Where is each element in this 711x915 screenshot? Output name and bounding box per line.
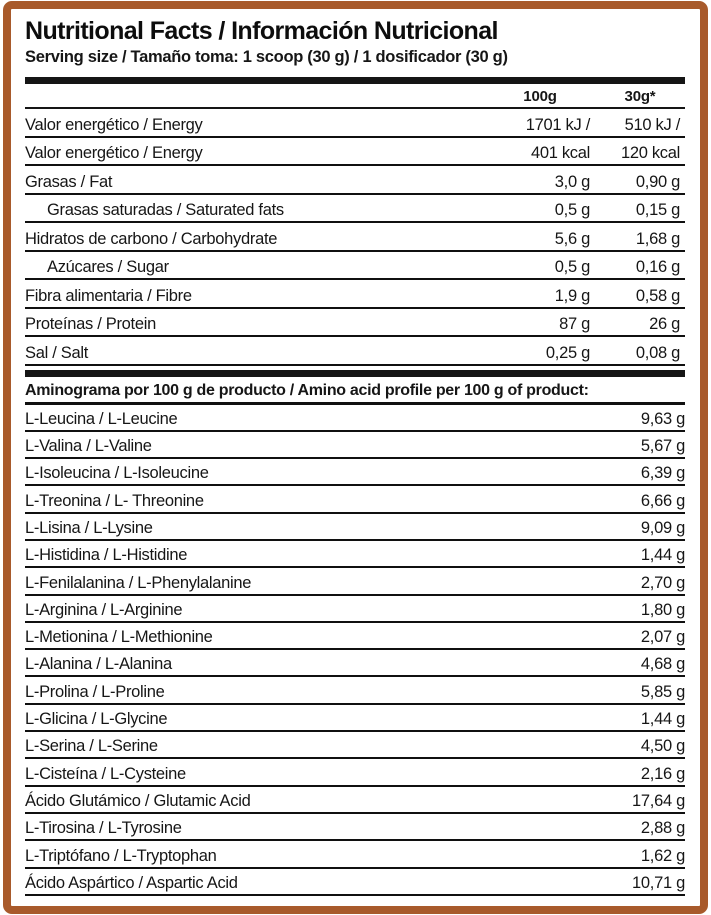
amino-label: L-Arginina / L-Arginine [25, 600, 183, 619]
amino-value: 2,70 g [640, 573, 685, 592]
value-per-30g: 0,90 g [635, 172, 680, 191]
amino-value: 9,63 g [640, 409, 685, 428]
amino-row [25, 787, 685, 814]
nutrient-row [25, 166, 685, 195]
amino-value: 17,64 g [632, 791, 685, 810]
amino-value: 6,39 g [640, 464, 685, 483]
amino-label: L-Serina / L-Serine [25, 737, 158, 756]
amino-row [25, 568, 685, 595]
value-per-30g: 0,08 g [635, 343, 680, 362]
amino-label: L-Valina / L-Valine [25, 437, 152, 456]
amino-value: 9,09 g [640, 518, 685, 537]
amino-value: 5,67 g [640, 437, 685, 456]
column-header-100g: 100g [523, 88, 557, 105]
nutrient-label: Azúcares / Sugar [47, 258, 169, 276]
amino-value: 5,85 g [640, 682, 685, 701]
nutrient-label: Hidratos de carbono / Carbohydrate [25, 229, 278, 248]
amino-label: L-Glicina / L-Glycine [25, 710, 168, 729]
amino-value: 2,16 g [640, 764, 685, 783]
amino-value: 6,66 g [640, 491, 685, 510]
amino-row [25, 541, 685, 568]
value-per-100g: 0,25 g [545, 343, 590, 362]
amino-row [25, 841, 685, 868]
value-per-30g: 120 kcal [620, 144, 680, 162]
nutrient-row [25, 309, 685, 338]
amino-value: 1,44 g [640, 710, 685, 729]
amino-label: L-Metionina / L-Methionine [25, 628, 213, 647]
amino-row [25, 486, 685, 513]
nutrient-row [25, 223, 685, 252]
amino-label: Ácido Aspártico / Aspartic Acid [25, 873, 238, 892]
amino-label: L-Lisina / L-Lysine [25, 518, 153, 537]
value-per-30g: 0,58 g [635, 286, 680, 305]
nutrient-row [25, 252, 685, 281]
amino-value: 4,50 g [640, 737, 685, 756]
value-per-100g: 0,5 g [554, 258, 590, 276]
nutrient-label: Grasas saturadas / Saturated fats [47, 201, 284, 219]
value-per-30g: 0,16 g [635, 258, 680, 276]
amino-value: 1,62 g [640, 846, 685, 865]
amino-label: L-Tirosina / L-Tyrosine [25, 819, 182, 838]
value-per-100g: 3,0 g [554, 172, 590, 191]
value-per-100g: 1,9 g [554, 286, 590, 305]
column-header-30g: 30g* [624, 88, 656, 105]
amino-value: 4,68 g [640, 655, 685, 674]
nutrient-label: Fibra alimentaria / Fibre [25, 286, 192, 305]
section-divider-bar [25, 370, 685, 377]
amino-row [25, 432, 685, 459]
serving-size: Serving size / Tamaño toma: 1 scoop (30 g) / 1 dosificador (30 g) [25, 48, 508, 66]
nutrient-rows [25, 109, 685, 366]
amino-label: L-Isoleucina / L-Isoleucine [25, 464, 209, 483]
nutrient-row [25, 280, 685, 309]
value-per-100g: 401 kcal [530, 144, 590, 162]
amino-row [25, 759, 685, 786]
amino-row [25, 459, 685, 486]
column-header-row [25, 84, 685, 107]
amino-label: L-Histidina / L-Histidine [25, 546, 188, 565]
amino-row [25, 596, 685, 623]
nutrient-label: Grasas / Fat [25, 172, 113, 191]
nutrition-label [3, 1, 708, 914]
amino-label: L-Triptófano / L-Tryptophan [25, 846, 217, 865]
nutrient-label: Sal / Salt [25, 343, 89, 362]
nutrient-row [25, 337, 685, 366]
value-per-100g: 1701 kJ / [525, 115, 590, 134]
nutrient-label: Proteínas / Protein [25, 315, 156, 333]
amino-value: 2,07 g [640, 628, 685, 647]
label-title: Nutritional Facts / Información Nutricional [25, 17, 498, 45]
amino-value: 2,88 g [640, 819, 685, 838]
value-per-100g: 5,6 g [554, 229, 590, 248]
amino-label: L-Cisteína / L-Cysteine [25, 764, 186, 783]
amino-row [25, 814, 685, 841]
amino-value: 10,71 g [632, 873, 685, 892]
amino-label: L-Treonina / L- Threonine [25, 491, 204, 510]
value-per-30g: 26 g [649, 315, 680, 333]
amino-row [25, 705, 685, 732]
amino-label: L-Leucina / L-Leucine [25, 409, 178, 428]
value-per-30g: 510 kJ / [624, 115, 680, 134]
section-divider-bar [25, 77, 685, 84]
value-per-30g: 0,15 g [635, 201, 680, 219]
amino-value: 1,80 g [640, 600, 685, 619]
nutrient-label: Valor energético / Energy [25, 144, 203, 162]
nutrient-label: Valor energético / Energy [25, 115, 203, 134]
amino-value: 1,44 g [640, 546, 685, 565]
amino-row [25, 732, 685, 759]
amino-row [25, 514, 685, 541]
amino-section-header: Aminograma por 100 g de producto / Amino acid profile per 100 g of product: [25, 377, 685, 405]
value-per-100g: 0,5 g [554, 201, 590, 219]
amino-label: L-Alanina / L-Alanina [25, 655, 172, 674]
amino-label: L-Fenilalanina / L-Phenylalanine [25, 573, 252, 592]
value-per-100g: 87 g [559, 315, 590, 333]
amino-label: L-Prolina / L-Proline [25, 682, 165, 701]
amino-row [25, 405, 685, 432]
value-per-30g: 1,68 g [635, 229, 680, 248]
nutrient-row [25, 138, 685, 167]
nutrient-row [25, 109, 685, 138]
amino-row [25, 677, 685, 704]
amino-label: Ácido Glutámico / Glutamic Acid [25, 791, 251, 810]
amino-row [25, 650, 685, 677]
amino-rows [25, 405, 685, 896]
nutrient-row [25, 195, 685, 224]
amino-row [25, 623, 685, 650]
amino-row [25, 869, 685, 896]
